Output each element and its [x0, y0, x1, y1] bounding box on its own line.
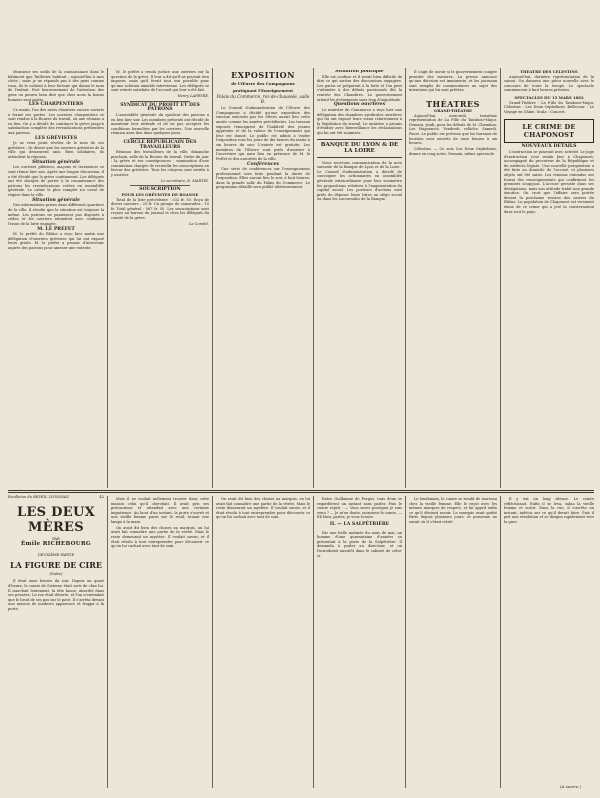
paragraph: Entre Guillaume de Forges, tous deux se regardèrent un instant sans parler. Puis le comte reprit : — Vous savez pourquoi je suis venu ? — Je m'en doute, monsieur le comte. — Eh bien, parlez, je vous écoute.	[317, 497, 402, 520]
paragraph: M. le préfet du Rhône a reçu hier matin une délégation d'ouvriers grévistes qui lui ont exposé leurs griefs. M. le préfet a promis d'intervenir auprès des patrons pour amener une entente.	[8, 232, 104, 250]
feuilleton-title: LES DEUX MÈRES	[17, 504, 95, 535]
column-rule	[212, 68, 213, 488]
paragraph: Aujourd'hui, dernière représentation de la saison. On donnera une pièce nouvelle avec le concours de toute la troupe. Le spectacle commencera à huit heures précises.	[504, 74, 594, 93]
column-rule	[405, 68, 406, 488]
theatres-heading: THÉATRES	[426, 98, 480, 109]
column-2	[111, 70, 209, 486]
column-3	[216, 70, 310, 486]
feuilleton-column-5	[409, 497, 497, 789]
paragraph: L'assemblée générale du syndicat des patrons a eu lieu hier soir. Les membres présents ont décidé de maintenir leur attitude et de ne pas accepter les conditions formulées par les ouvriers. Une nouvelle réunion aura lieu dans quelques jours.	[111, 112, 209, 136]
paragraph: Le lendemain, le comte se rendit de nouveau chez la vieille femme. Elle le reçut avec les mêmes marques de respect, et lui apprit enfin ce qu'il désirait savoir. Le marquis avait quitté Paris depuis plusieurs jours, et personne ne savait où il s'était retiré.	[409, 497, 497, 524]
column-rule	[212, 496, 213, 788]
paragraph: L'instruction se poursuit avec activité. Le juge d'instruction s'est rendu hier à Chaponost, accompagné du procureur de la République et du médecin légiste. Une nouvelle perquisition a été faite au domicile de l'accusé, et plusieurs objets ont été saisis. Les témoins entendus ont fourni des renseignements qui confirment les premiers soupçons. L'accusé persiste dans ses dénégations, mais son attitude trahit une grande émotion. On croit que l'affaire sera portée devant la prochaine session des assises du Rhône. La population de Chaponost est vivement émue de ce crime qui a jeté la consternation dans tout le pays.	[504, 149, 594, 214]
column-rule	[107, 496, 108, 788]
paragraph: Je ne veux point révéler de le nom de ces grévistes ; ils disent que les ouvriers grévistes de la ville qui demeurent unis. Bien solidaires, ils attendent la réponse.	[8, 141, 104, 160]
section-heading: M. LE PRÉFET	[37, 226, 75, 232]
paragraph: Ce matin, l'un des rares chantiers encore ouverts a fermé ses portes. Les ouvriers charpentiers se sont rendus à la Bourse du travail, où une réunion a eu lieu. On y a décidé de continuer la grève jusqu'à satisfaction complète des revendications présentées aux patrons.	[8, 107, 104, 135]
section-heading: Situation générale	[32, 197, 80, 203]
feuilleton-column-4	[317, 497, 402, 789]
paragraph: M. le préfet a rendu justice aux ouvriers sur la question de la grève. Il leur a dit qu'il ne pouvait rien imposer, mais qu'il ferait tout son possible pour qu'une solution amiable intervienne. Les délégués se sont retirés satisfaits de l'accueil qui leur a été fait.	[111, 70, 209, 93]
column-rule	[107, 68, 108, 488]
section-heading: Conférences	[247, 161, 279, 167]
paragraph: Aujourd'hui, mercredi, troisième représentation de La Fille du Tambour-Major. Demain, jeudi, pour les débuts de M. Chambon, Les Huguenots. Vendredi, relâche. Samedi, Faust. Le public est prévenu que les bureaux de location sont ouverts de onze heures à six heures.	[409, 113, 497, 146]
paragraph: Réunion des travailleurs de la ville, dimanche prochain, salle de la Bourse du travail. Ordre du jour : la grève et ses conséquences ; nomination d'une commission chargée de recueillir les souscriptions en faveur des grévistes. Tous les citoyens sont invités à y assister.	[111, 150, 209, 178]
paragraph: Monsieur ses outils de la connaissance dans le bâtiment que Taillevier habitait ; aujourd'hui à mes côtés ; mais je ne réponds pas à des gens comme vous, ils le coûtent à leur fortune qui donna le nom de l'enfant. Fort heureusement de l'attention des gens on pourra bien dire que chez nous la bonne humeur sont partis.	[8, 70, 104, 102]
exposition-heading: EXPOSITION	[231, 70, 295, 80]
column-5	[409, 70, 497, 486]
section-heading: Questions ouvrières	[333, 102, 386, 108]
paragraph: Les ouvriers plâtriers, maçons et terrassiers se sont réunis hier soir. Après une longue discussion, il a été décidé que la grève continuerait. Les délégués ont été chargés de porter à la connaissance des patrons les revendications votées en assemblée générale. Le calme le plus complet n'a cessé de régner dans la ville.	[8, 165, 104, 197]
feuilleton-column-3	[216, 497, 310, 789]
column-rule	[313, 496, 314, 788]
paragraph: Nous recevons communication de la note suivante de la Banque de Lyon et de la Loire : Le Conseil d'administration a décidé de convoquer les actionnaires en assemblée générale extraordinaire pour leur soumettre les propositions relatives à l'augmentation du capital social. Les porteurs d'actions sont priés de déposer leurs titres au siège social ou dans les succursales de la Banque.	[317, 160, 402, 202]
column-1	[8, 70, 104, 486]
feuilleton-part: DEUXIÈME PARTIE	[37, 553, 75, 558]
section-subheading: POUR LES GRÉVISTES DE ROANNE	[121, 192, 199, 198]
section-heading: LES GRÉVISTES	[34, 135, 78, 141]
feuilleton-column-1	[8, 495, 104, 790]
column-rule	[313, 68, 314, 488]
column-4	[317, 70, 402, 486]
signature: Le Comité.	[189, 221, 209, 226]
paragraph: Le Conseil d'administration de l'Œuvre des Compagnons a décidé qu'une exposition des travaux exécutés par les élèves aurait lieu cette année comme les années précédentes. Les travaux exposés témoignent de l'habileté des jeunes apprentis et de la valeur de l'enseignement qui leur est donné. Le public est admis à visiter l'exposition tous les jours de dix heures du matin à six heures du soir. L'entrée est gratuite. Les membres de l'Œuvre sont priés d'assister à l'ouverture qui aura lieu en présence de M. le Préfet et des autorités de la ville.	[216, 106, 310, 161]
continuation-note: (A suivre.)	[560, 784, 581, 789]
exposition-subheading: pratiquant l'Enseignement	[232, 87, 294, 93]
crime-heading: LE CRIME DE CHAPONOST	[504, 119, 594, 143]
paragraph: On avait dit bien des choses au marquis, on lui avait fait connaître une partie de la vérité. Mais le reste demeurait un mystère. Il voulait savoir, et il était résolu à tout entreprendre pour découvrir ce qu'on lui cachait avec tant de soin.	[216, 497, 310, 520]
paragraph: Célestins. — Ce soir, Les Deux Orphelines, drame en cinq actes. Demain, même spectacle.	[409, 146, 497, 156]
column-rule	[500, 68, 501, 488]
column-6	[504, 70, 594, 486]
paragraph: Une série de conférences sur l'enseignement professionnel sera faite pendant la durée de l'exposition. Elles auront lieu le soir, à huit heures, dans la grande salle du Palais du Commerce. Le programme détaillé sera publié ultérieurement.	[216, 167, 310, 190]
feuilleton-column-6	[504, 497, 594, 782]
column-rule	[405, 496, 406, 788]
chapter-heading: II. — LA SALPÊTRIÈRE	[329, 521, 390, 527]
feuilleton-subtitle: LA FIGURE DE CIRE	[9, 559, 103, 570]
theatres-subheading: GRAND-THÉATRE	[433, 107, 473, 113]
paragraph: Il s'agit de savoir si le gouvernement compte prendre des mesures. La presse annonce qu'une décision est imminente, et les journaux sont remplis de commentaires au sujet des intentions qui lui sont prêtées.	[409, 70, 497, 93]
feuilleton-label: Feuilleton du RÉVEIL LYONNAIS	[8, 495, 69, 499]
paragraph: Par une belle matinée du mois de mai, un homme d'une quarantaine d'années se présentait à la porte de la Salpêtrière. Il demanda à parler au directeur, et on l'introduisit aussitôt dans le cabinet de celui-ci.	[317, 530, 402, 558]
feuilleton-suite: (Suite)	[49, 570, 63, 576]
feuilleton-label-row	[8, 495, 104, 500]
divider	[130, 138, 190, 139]
paragraph: Il était onze heures du soir. Depuis un quart d'heure, le comte de Sisterne était sorti de chez lui. Il marchait lentement, la tête basse, absorbé dans ses pensées. La rue était déserte, et l'on n'entendait que le bruit de ses pas sur le pavé. Il s'arrêta devant une maison de modeste apparence et frappa à la porte.	[8, 579, 104, 611]
section-heading: LES CHARPENTIERS	[28, 102, 84, 108]
feuilleton-author: Émile RICHEBOURG	[20, 541, 91, 548]
paragraph: On avait dit bien des choses au marquis, on lui avait fait connaître une partie de la vérité. Mais le reste demeurait un mystère. Il voulait savoir, et il était résolu à tout entreprendre pour découvrir ce qu'on lui cachait avec tant de soin.	[111, 525, 209, 549]
banque-heading: BANQUE DU LYON & DE LA LOIRE	[317, 139, 402, 158]
feuilleton-column-2	[111, 497, 209, 789]
feuilleton-par: PAR	[52, 536, 60, 541]
section-heading: SOUSCRIPTION	[139, 187, 181, 193]
section-heading: SYNDICAT DU PROFIT ET DES PATRONS	[120, 102, 200, 113]
paragraph: Elle est confuse et il serait bien difficile de dire ce qui sortira des discussions engagées. Les partis se préparent à la lutte et l'on peut s'attendre à des débats passionnés dès la rentrée des Chambres. Le gouvernement attend les événements sans trop d'inquiétude.	[317, 74, 402, 102]
feuilleton-number: 42	[99, 495, 104, 499]
section-subheading: NOUVEAUX DÉTAILS	[521, 144, 577, 150]
paragraph: Grand-Théâtre : La Fille du Tambour-Major. Célestins : Les Deux Orphelines. Bellecour : Le Voyage en Chine. Scala : Concert.	[504, 100, 594, 114]
divider	[130, 101, 190, 102]
exposition-location: Palais du Commerce, rez-de-chaussée, salle B.	[216, 94, 310, 105]
column-rule	[500, 496, 501, 788]
section-heading: SPECTACLES DU 15 MARS 1882	[514, 94, 584, 100]
divider	[130, 185, 190, 186]
section-heading: Situation politique	[335, 70, 384, 74]
paragraph: Le ministre du Commerce a reçu hier une délégation des chambres syndicales ouvrières qui lui ont exposé leurs vœux relativement à la législation du travail. Le ministre a promis d'étudier avec bienveillance les réclamations qui lui ont été soumises.	[317, 107, 402, 135]
paragraph: Total de la liste précédente : 532 fr. 50. Reçu de divers ouvriers : 25 fr. Un groupe de camarades : 10 fr. Total général : 567 fr. 50. Les souscriptions sont reçues au bureau du journal et chez les délégués du comité de la grève.	[111, 197, 209, 220]
paragraph: Des informations prises dans différents quartiers de la ville, il résulte que la situation est toujours la même. Les patrons ne paraissent pas disposés à céder, et les ouvriers attendent avec confiance l'issue de la lutte engagée.	[8, 203, 104, 226]
section-heading: THÉATRE DES CÉLESTINS	[520, 70, 578, 74]
feuilleton-rule	[8, 492, 594, 493]
feuilleton-rule	[8, 490, 594, 491]
paragraph: Il y eut un long silence. Le comte réfléchissait. Enfin il se leva, salua la vieille femme et sortit. Dans la rue, il s'arrêta un instant, indécis sur ce qu'il devait faire. Puis il prit une résolution et se dirigea rapidement vers la gare.	[504, 497, 594, 524]
paragraph: Mais il ne voulait nullement trouver dans cette maison celui qu'il cherchait. Il avait pris ses précautions et attendait avec une certaine impatience. Au bout d'un instant, la porte s'ouvrit et une vieille femme parut sur le seuil, tenant une lampe à la main.	[111, 497, 209, 524]
section-heading: CERCLE RÉPUBLICAIN DES TRAVAILLEURS	[123, 139, 197, 150]
exposition-subheading: de l'Œuvre des Compagnons	[231, 81, 295, 86]
signature: Henry LAPEYRE.	[177, 94, 209, 99]
section-heading: Situation générale	[32, 159, 80, 165]
signature: Le secrétaire, E. MARTIN.	[160, 178, 209, 183]
